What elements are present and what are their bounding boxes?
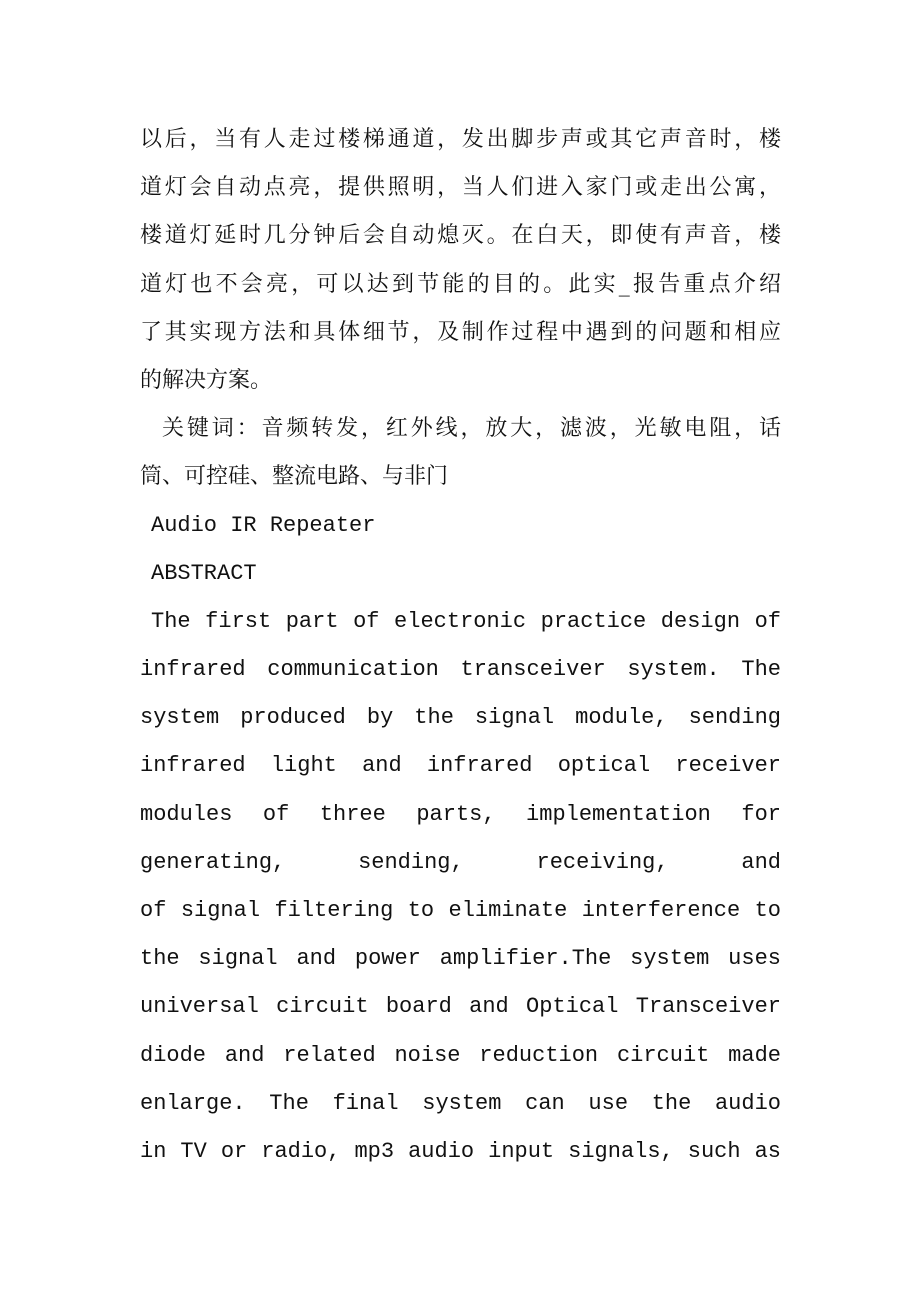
keywords-line: 筒、可控硅、整流电路、与非门 xyxy=(140,464,449,490)
english-text-line: The first part of electronic practice design of xyxy=(151,608,781,634)
english-text-line: modules of three parts, implementation for xyxy=(140,801,781,827)
english-title: Audio IR Repeater xyxy=(151,512,376,538)
english-text-line: infrared communication transceiver system. The xyxy=(140,657,781,683)
english-text-line: the signal and power amplifier.The system uses xyxy=(140,946,781,972)
chinese-text-line: 道灯会自动点亮，提供照明，当人们进入家门或走出公寓， xyxy=(140,175,781,201)
keywords-line: 关键词：音频转发，红外线，放大，滤波，光敏电阻，话 xyxy=(162,416,781,442)
english-text-line: universal circuit board and Optical Transceiver xyxy=(140,994,781,1020)
chinese-text-line: 的解决方案。 xyxy=(140,367,273,393)
chinese-text-line: 楼道灯延时几分钟后会自动熄灭。在白天，即使有声音，楼 xyxy=(140,223,781,249)
english-text-line: of signal filtering to eliminate interference to xyxy=(140,898,781,923)
chinese-text-line: 以后，当有人走过楼梯通道，发出脚步声或其它声音时，楼 xyxy=(140,127,781,152)
chinese-text-line: 道灯也不会亮，可以达到节能的目的。此实_报告重点介绍 xyxy=(140,271,781,297)
english-text-line: system produced by the signal module, sending xyxy=(140,705,781,731)
english-text-line: generating, sending, receiving, and xyxy=(140,849,781,875)
english-text-line: in TV or radio, mp3 audio input signals, such as xyxy=(140,1138,781,1164)
document-page xyxy=(140,116,781,1176)
chinese-text-line: 了其实现方法和具体细节，及制作过程中遇到的问题和相应 xyxy=(140,319,781,345)
english-text-line: enlarge. The final system can use the audio xyxy=(140,1090,781,1116)
english-text-line: infrared light and infrared optical receiver xyxy=(140,753,781,779)
abstract-heading: ABSTRACT xyxy=(151,560,257,586)
english-text-line: diode and related noise reduction circuit made xyxy=(140,1042,781,1068)
